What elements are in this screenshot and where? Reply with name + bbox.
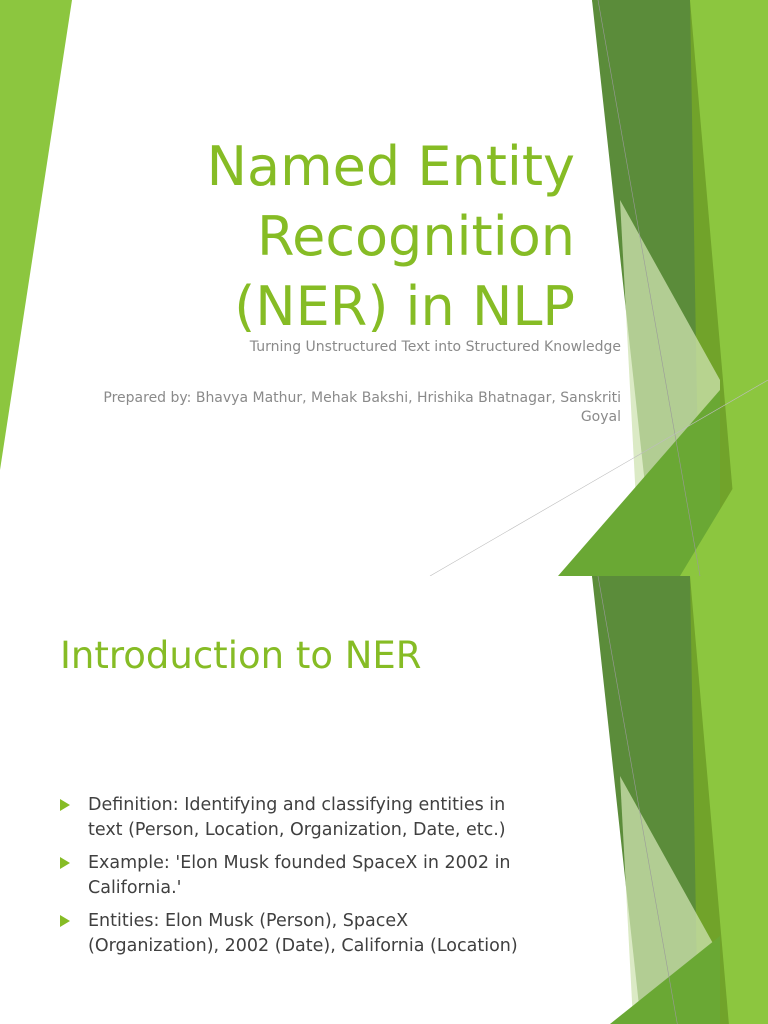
slide-heading: Introduction to NER bbox=[60, 634, 422, 677]
bullet-line-1: Entities: Elon Musk (Person), SpaceX bbox=[88, 911, 409, 931]
title-line-1: Named Entity bbox=[206, 135, 575, 198]
triangle-bullet-icon bbox=[60, 799, 70, 811]
bullet-line-2: (Organization), 2002 (Date), California (Location) bbox=[88, 936, 518, 956]
bullet-line-2: California.' bbox=[88, 878, 182, 898]
title-line-2: Recognition bbox=[257, 205, 575, 268]
bullet-line-1: Definition: Identifying and classifying entities in bbox=[88, 795, 506, 815]
triangle-bullet-icon bbox=[60, 857, 70, 869]
intro-slide bbox=[0, 576, 768, 1024]
authors-byline bbox=[61, 389, 621, 427]
bullet-line-2: text (Person, Location, Organization, Date, etc.) bbox=[88, 820, 506, 840]
bullet-list bbox=[60, 793, 560, 967]
bullet-item bbox=[60, 851, 560, 901]
title-line-3: (NER) in NLP bbox=[234, 275, 575, 338]
bullet-item bbox=[60, 909, 560, 959]
triangle-bullet-icon bbox=[60, 915, 70, 927]
bullet-item bbox=[60, 793, 560, 843]
slide-subtitle: Turning Unstructured Text into Structured Knowledge bbox=[249, 339, 621, 355]
byline-line-2: Goyal bbox=[580, 409, 621, 425]
byline-line-1: Prepared by: Bhavya Mathur, Mehak Bakshi, Hrishika Bhatnagar, Sanskriti bbox=[103, 390, 621, 406]
bullet-line-1: Example: 'Elon Musk founded SpaceX in 2002 in bbox=[88, 853, 511, 873]
slide-title bbox=[75, 132, 575, 342]
